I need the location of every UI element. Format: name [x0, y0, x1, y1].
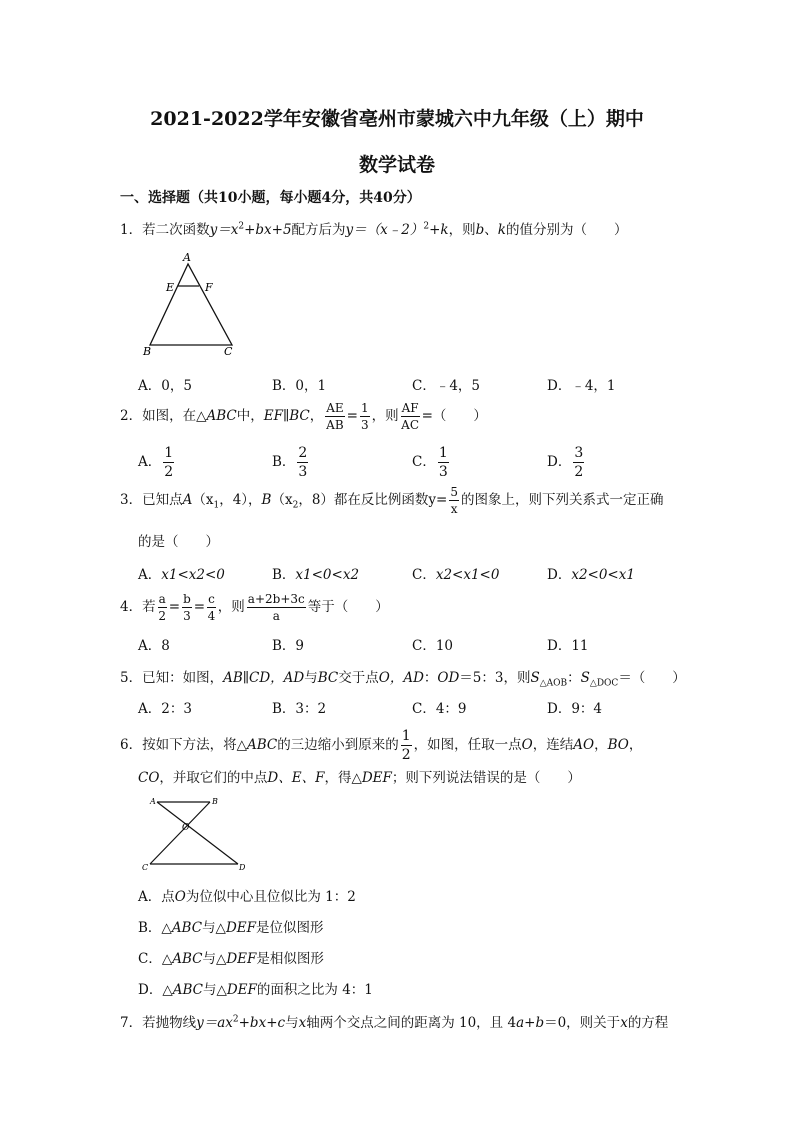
q3-option-c: C．x2<x1<0 [412, 567, 500, 583]
label-c: C [224, 345, 233, 358]
q1-option-d: D．﹣4，1 [547, 378, 616, 394]
page-subtitle: 数学试卷 [358, 154, 435, 176]
q1-option-c: C．﹣4，5 [412, 378, 481, 394]
question-1: 1．若二次函数$y=x^2+bx+5$配方后为y＝（x﹣2）$^2$+k，则b、k的值分别为（ ） [120, 221, 628, 238]
section-heading: 一、选择题（共10小题，每小题4分，共40分） [120, 190, 421, 206]
q4-option-d: D．11 [547, 638, 589, 654]
q6-option-a: A．点O为位似中心且位似比为 1：2 [138, 889, 356, 905]
q5-option-c: C．4：9 [412, 701, 467, 717]
question-3-line2: 的是（ ） [138, 534, 219, 550]
label-f: F [205, 281, 213, 294]
question-6-line2: CO，并取它们的中点D、E、F，得△DEF；则下列说法错误的是（ ） [138, 770, 581, 786]
label-b: B [143, 345, 152, 358]
q4-option-c: C．10 [412, 638, 454, 654]
figure-triangle-abc [138, 250, 248, 362]
segment-bc [150, 802, 210, 864]
triangle-abc-shape [150, 264, 232, 345]
q2-option-c: C． $\frac{1}{3}$ [412, 445, 448, 480]
q2-option-b: B． $\frac{2}{3}$ [272, 445, 308, 480]
label-d: D [239, 863, 246, 872]
q5-option-a: A．2：3 [138, 701, 192, 717]
label-e: E [166, 281, 175, 294]
q4-option-b: B．9 [272, 638, 305, 654]
label-c: C [142, 863, 149, 872]
q2-option-a: A． $\frac{1}{2}$ [138, 445, 174, 480]
question-4: 4．若 $\frac{a}{2}$ = $\frac{b}{3}$ = $\frac{c}{4}$ ，则 $\frac{a+2b+3c}{a}$ 等于（ ） [120, 592, 389, 623]
q5-option-d: D．9：4 [547, 701, 603, 717]
question-2: 2．如图，在△ABC中，EF∥BC， $\frac{AE}{AB}$ = $\frac{1}{3}$ ，则 $\frac{AF}{AC}$ =（ ） [120, 401, 487, 432]
question-5: 5．已知：如图，AB∥CD，AD与BC交于点O，AD：OD＝5：3，则$S_{\triangle AOB}$：$S_{\triangle DOC}=$（ ） [120, 670, 686, 689]
figure-hourglass [140, 794, 252, 874]
question-7: 7．若抛物线$y=ax^2+bx+c$与x轴两个交点之间的距离为 10，且 4a+b＝0，则关于x的方程 [120, 1014, 669, 1031]
q3-option-a: A．x1<x2<0 [138, 567, 225, 583]
q4-option-a: A．8 [138, 638, 170, 654]
label-a: A [150, 797, 156, 806]
q2-option-d: D． $\frac{3}{2}$ [547, 445, 584, 480]
q1-option-b: B．0，1 [272, 378, 327, 394]
q6-option-d: D．△ABC与△DEF的面积之比为 4：1 [138, 982, 373, 998]
q3-option-d: D．x2<0<x1 [547, 567, 635, 583]
question-3: 3．已知点$A(x_1$，4），$B(x_2$，8）都在反比例函数y= $\frac{5}{x}$ 的图象上，则下列关系式一定正确 [120, 485, 664, 516]
q3-option-b: B．x1<0<x2 [272, 567, 360, 583]
label-b: B [212, 797, 218, 806]
segment-ad [157, 802, 238, 864]
q1-option-a: A．0，5 [138, 378, 192, 394]
q6-option-b: B．△ABC与△DEF是位似图形 [138, 920, 324, 936]
page-title: 2021-2022学年安徽省亳州市蒙城六中九年级（上）期中 [150, 108, 644, 130]
q5-option-b: B．3：2 [272, 701, 327, 717]
q6-option-c: C．△ABC与△DEF是相似图形 [138, 951, 324, 967]
label-o: O [182, 823, 190, 833]
label-a: A [183, 251, 191, 264]
question-6: 6．按如下方法，将△ABC的三边缩小到原来的 $\frac{1}{2}$ ，如图，任取一点O，连结AO，BO， [120, 728, 643, 763]
